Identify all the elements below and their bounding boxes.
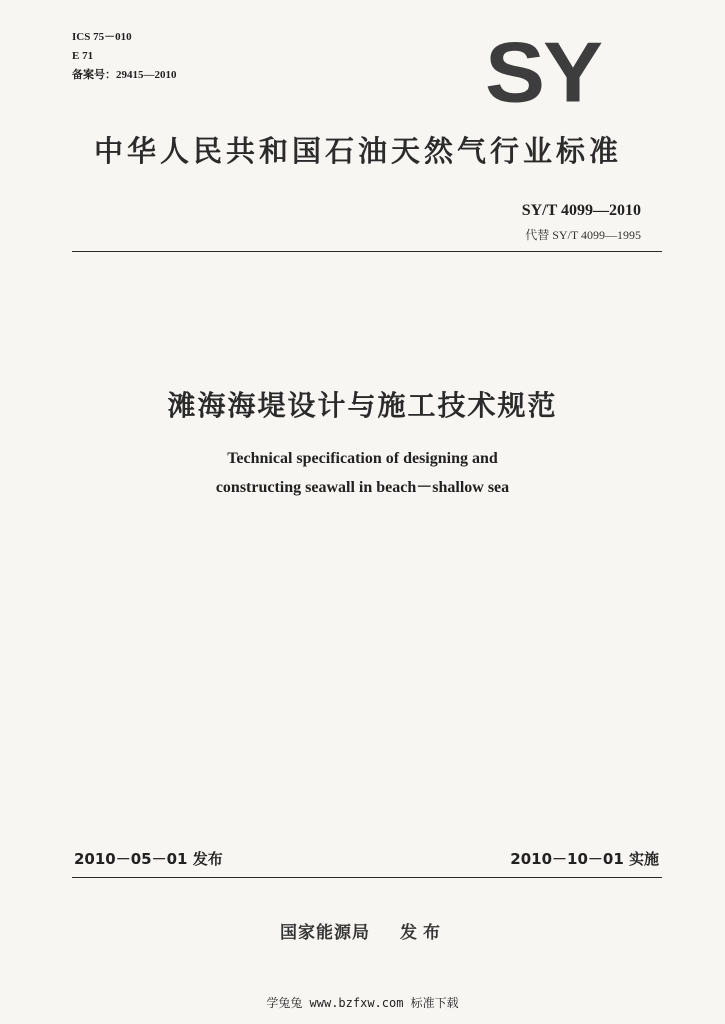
footer-watermark-text: 学兔兔 www.bzfxw.com 标准下载	[266, 996, 459, 1010]
standard-number: SY/T 4099—2010	[521, 202, 641, 219]
issue-date: 2010－05－01 发布	[74, 850, 223, 868]
category-code: E 71	[72, 50, 94, 62]
top-divider	[72, 251, 662, 252]
ics-code: ICS 75－010	[72, 31, 132, 43]
sy-logo: SY	[484, 25, 602, 121]
implementation-date: 2010－10－01 实施	[510, 850, 659, 868]
replaces-standard: 代替 SY/T 4099—1995	[525, 228, 641, 242]
record-number: 备案号：29415—2010	[72, 69, 177, 81]
industry-standard-title: 中华人民共和国石油天然气行业标准	[94, 134, 623, 168]
publisher-action: 发布	[400, 923, 446, 943]
document-title-chinese: 滩海海堤设计与施工技术规范	[167, 389, 558, 422]
classification-info	[72, 28, 177, 85]
bottom-divider	[72, 877, 662, 878]
publisher	[280, 918, 446, 943]
document-title-english-line1: Technical specification of designing and	[227, 450, 498, 467]
publisher-name: 国家能源局	[280, 923, 370, 943]
document-title-english-line2: constructing seawall in beach－shallow sea	[215, 479, 510, 496]
